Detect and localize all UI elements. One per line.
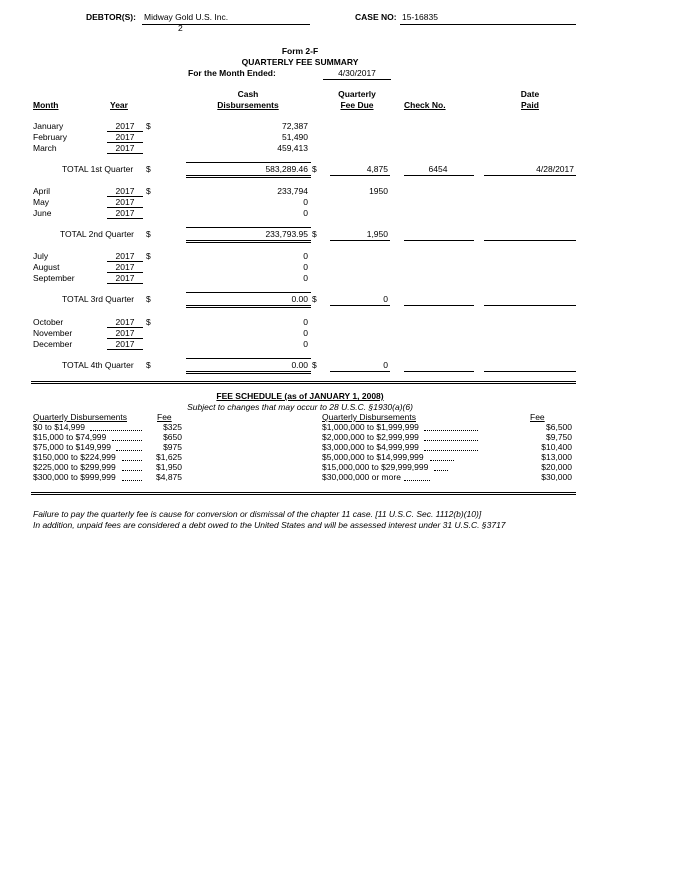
col-cash-line2: Disbursements bbox=[217, 100, 279, 110]
fee-schedule-subtitle: Subject to changes that may occur to 28 U.S.C. §1930(a)(6) bbox=[187, 402, 413, 412]
month-year: 2017 bbox=[107, 339, 143, 350]
month-ended-label: For the Month Ended: bbox=[188, 68, 276, 78]
month-year: 2017 bbox=[107, 317, 143, 328]
fee-schedule-bottom-rule bbox=[31, 492, 576, 495]
currency-symbol: $ bbox=[146, 251, 151, 261]
month-amount: 0 bbox=[303, 208, 308, 218]
month-year: 2017 bbox=[107, 328, 143, 339]
col-fee-line1: Quarterly bbox=[338, 89, 376, 99]
leader-dots bbox=[116, 450, 142, 451]
fee-col-disb-left: Quarterly Disbursements bbox=[33, 412, 128, 422]
date-underline bbox=[484, 371, 576, 372]
month-name: April bbox=[33, 186, 51, 196]
quarter-total-label: TOTAL 2nd Quarter bbox=[60, 229, 135, 239]
fee-range: $2,000,000 to $2,999,999 bbox=[322, 432, 419, 442]
fee-col-fee-left: Fee bbox=[157, 412, 172, 422]
col-date-line2: Paid bbox=[521, 100, 539, 110]
currency-symbol: $ bbox=[146, 164, 151, 174]
currency-symbol: $ bbox=[312, 164, 317, 174]
col-check: Check No. bbox=[404, 100, 446, 110]
leader-dots bbox=[430, 460, 454, 461]
date-underline bbox=[484, 240, 576, 241]
month-year: 2017 bbox=[107, 121, 143, 132]
date-paid: 4/28/2017 bbox=[536, 164, 574, 174]
fee-amount: $975 bbox=[163, 442, 182, 452]
fee-amount: $30,000 bbox=[541, 472, 572, 482]
currency-symbol: $ bbox=[146, 294, 151, 304]
debtor-sub: 2 bbox=[178, 23, 183, 33]
month-year: 2017 bbox=[107, 251, 143, 262]
quarter-total-label: TOTAL 1st Quarter bbox=[62, 164, 134, 174]
total-double-rule bbox=[186, 175, 311, 178]
fee-amount: $9,750 bbox=[546, 432, 572, 442]
month-amount: 0 bbox=[303, 197, 308, 207]
month-amount: 0 bbox=[303, 251, 308, 261]
month-year: 2017 bbox=[107, 186, 143, 197]
month-year: 2017 bbox=[107, 273, 143, 284]
fee-schedule-rule bbox=[31, 381, 576, 384]
fee-amount: $1,950 bbox=[156, 462, 182, 472]
month-name: January bbox=[33, 121, 64, 131]
col-date-line1: Date bbox=[520, 89, 540, 99]
fee-underline bbox=[330, 240, 390, 241]
fee-schedule-title: FEE SCHEDULE (as of JANUARY 1, 2008) bbox=[216, 391, 384, 401]
fee-range: $0 to $14,999 bbox=[33, 422, 85, 432]
total-top-rule bbox=[186, 227, 311, 228]
footer-note-2: In addition, unpaid fees are considered a debt owed to the United States and will be assessed interest under 31 U.S.C. §3717 bbox=[33, 520, 506, 530]
quarter-fee-due: 1,950 bbox=[366, 229, 388, 239]
check-underline bbox=[404, 240, 474, 241]
month-name: March bbox=[33, 143, 57, 153]
month-amount: 51,490 bbox=[282, 132, 308, 142]
total-top-rule bbox=[186, 162, 311, 163]
month-year: 2017 bbox=[107, 208, 143, 219]
fee-range: $15,000 to $74,999 bbox=[33, 432, 107, 442]
fee-range: $5,000,000 to $14,999,999 bbox=[322, 452, 424, 462]
leader-dots bbox=[122, 470, 142, 471]
fee-range: $30,000,000 or more bbox=[322, 472, 401, 482]
quarter-fee-due: 4,875 bbox=[366, 164, 388, 174]
fee-col-fee-right: Fee bbox=[530, 412, 545, 422]
month-fee: 1950 bbox=[369, 186, 388, 196]
total-double-rule bbox=[186, 371, 311, 374]
total-top-rule bbox=[186, 358, 311, 359]
fee-range: $3,000,000 to $4,999,999 bbox=[322, 442, 419, 452]
debtor-label: DEBTOR(S): bbox=[86, 12, 136, 22]
form-title: QUARTERLY FEE SUMMARY bbox=[241, 57, 359, 67]
leader-dots bbox=[424, 430, 478, 431]
month-amount: 0 bbox=[303, 262, 308, 272]
month-name: June bbox=[33, 208, 52, 218]
form-code: Form 2-F bbox=[281, 46, 319, 56]
month-name: July bbox=[33, 251, 49, 261]
month-amount: 0 bbox=[303, 273, 308, 283]
currency-symbol: $ bbox=[146, 360, 151, 370]
check-underline bbox=[404, 175, 474, 176]
quarter-total: 0.00 bbox=[291, 360, 308, 370]
quarter-fee-due: 0 bbox=[383, 294, 388, 304]
quarter-total-label: TOTAL 4th Quarter bbox=[62, 360, 134, 370]
currency-symbol: $ bbox=[146, 121, 151, 131]
month-amount: 0 bbox=[303, 339, 308, 349]
fee-range: $15,000,000 to $29,999,999 bbox=[322, 462, 429, 472]
fee-range: $300,000 to $999,999 bbox=[33, 472, 116, 482]
currency-symbol: $ bbox=[146, 186, 151, 196]
fee-amount: $1,625 bbox=[156, 452, 182, 462]
fee-underline bbox=[330, 305, 390, 306]
case-label: CASE NO: bbox=[355, 12, 397, 22]
footer-note-1: Failure to pay the quarterly fee is cause for conversion or dismissal of the chapter 11 case. [11 U.S.C. Sec. 1112(b)(10)] bbox=[33, 509, 482, 519]
month-ended-value: 4/30/2017 bbox=[338, 68, 376, 78]
leader-dots bbox=[122, 460, 142, 461]
currency-symbol: $ bbox=[146, 317, 151, 327]
debtor-underline bbox=[142, 24, 310, 25]
month-name: February bbox=[33, 132, 68, 142]
fee-underline bbox=[330, 371, 390, 372]
leader-dots bbox=[404, 480, 430, 481]
quarter-total: 0.00 bbox=[291, 294, 308, 304]
fee-underline bbox=[330, 175, 390, 176]
fee-amount: $4,875 bbox=[156, 472, 182, 482]
month-name: August bbox=[33, 262, 60, 272]
debtor-name: Midway Gold U.S. Inc. bbox=[144, 12, 229, 22]
leader-dots bbox=[424, 450, 478, 451]
check-number: 6454 bbox=[428, 164, 448, 174]
col-year: Year bbox=[110, 100, 128, 110]
fee-amount: $13,000 bbox=[541, 452, 572, 462]
month-name: September bbox=[33, 273, 75, 283]
fee-range: $75,000 to $149,999 bbox=[33, 442, 111, 452]
month-amount: 233,794 bbox=[277, 186, 308, 196]
quarter-total: 233,793.95 bbox=[265, 229, 308, 239]
leader-dots bbox=[122, 480, 142, 481]
leader-dots bbox=[112, 440, 142, 441]
fee-amount: $20,000 bbox=[541, 462, 572, 472]
leader-dots bbox=[434, 470, 448, 471]
quarter-fee-due: 0 bbox=[383, 360, 388, 370]
month-amount: 0 bbox=[303, 317, 308, 327]
col-cash-line1: Cash bbox=[237, 89, 259, 99]
fee-range: $225,000 to $299,999 bbox=[33, 462, 116, 472]
month-name: May bbox=[33, 197, 50, 207]
fee-amount: $325 bbox=[163, 422, 182, 432]
date-underline bbox=[484, 175, 576, 176]
currency-symbol: $ bbox=[146, 229, 151, 239]
col-month: Month bbox=[33, 100, 59, 110]
month-name: October bbox=[33, 317, 64, 327]
fee-col-disb-right: Quarterly Disbursements bbox=[322, 412, 417, 422]
case-underline bbox=[400, 24, 576, 25]
month-year: 2017 bbox=[107, 197, 143, 208]
leader-dots bbox=[424, 440, 478, 441]
total-double-rule bbox=[186, 305, 311, 308]
month-ended-underline bbox=[323, 79, 391, 80]
quarter-total-label: TOTAL 3rd Quarter bbox=[62, 294, 135, 304]
check-underline bbox=[404, 371, 474, 372]
fee-range: $1,000,000 to $1,999,999 bbox=[322, 422, 419, 432]
fee-amount: $10,400 bbox=[541, 442, 572, 452]
month-name: December bbox=[33, 339, 73, 349]
month-amount: 72,387 bbox=[282, 121, 308, 131]
currency-symbol: $ bbox=[312, 294, 317, 304]
col-fee-line2: Fee Due bbox=[340, 100, 374, 110]
quarter-total: 583,289.46 bbox=[265, 164, 308, 174]
currency-symbol: $ bbox=[312, 229, 317, 239]
total-double-rule bbox=[186, 240, 311, 243]
month-amount: 459,413 bbox=[277, 143, 308, 153]
month-name: November bbox=[33, 328, 73, 338]
leader-dots bbox=[90, 430, 142, 431]
month-year: 2017 bbox=[107, 143, 143, 154]
fee-amount: $650 bbox=[163, 432, 182, 442]
currency-symbol: $ bbox=[312, 360, 317, 370]
fee-amount: $6,500 bbox=[546, 422, 572, 432]
month-year: 2017 bbox=[107, 262, 143, 273]
fee-range: $150,000 to $224,999 bbox=[33, 452, 116, 462]
check-underline bbox=[404, 305, 474, 306]
date-underline bbox=[484, 305, 576, 306]
case-number: 15-16835 bbox=[402, 12, 438, 22]
month-year: 2017 bbox=[107, 132, 143, 143]
month-amount: 0 bbox=[303, 328, 308, 338]
total-top-rule bbox=[186, 292, 311, 293]
